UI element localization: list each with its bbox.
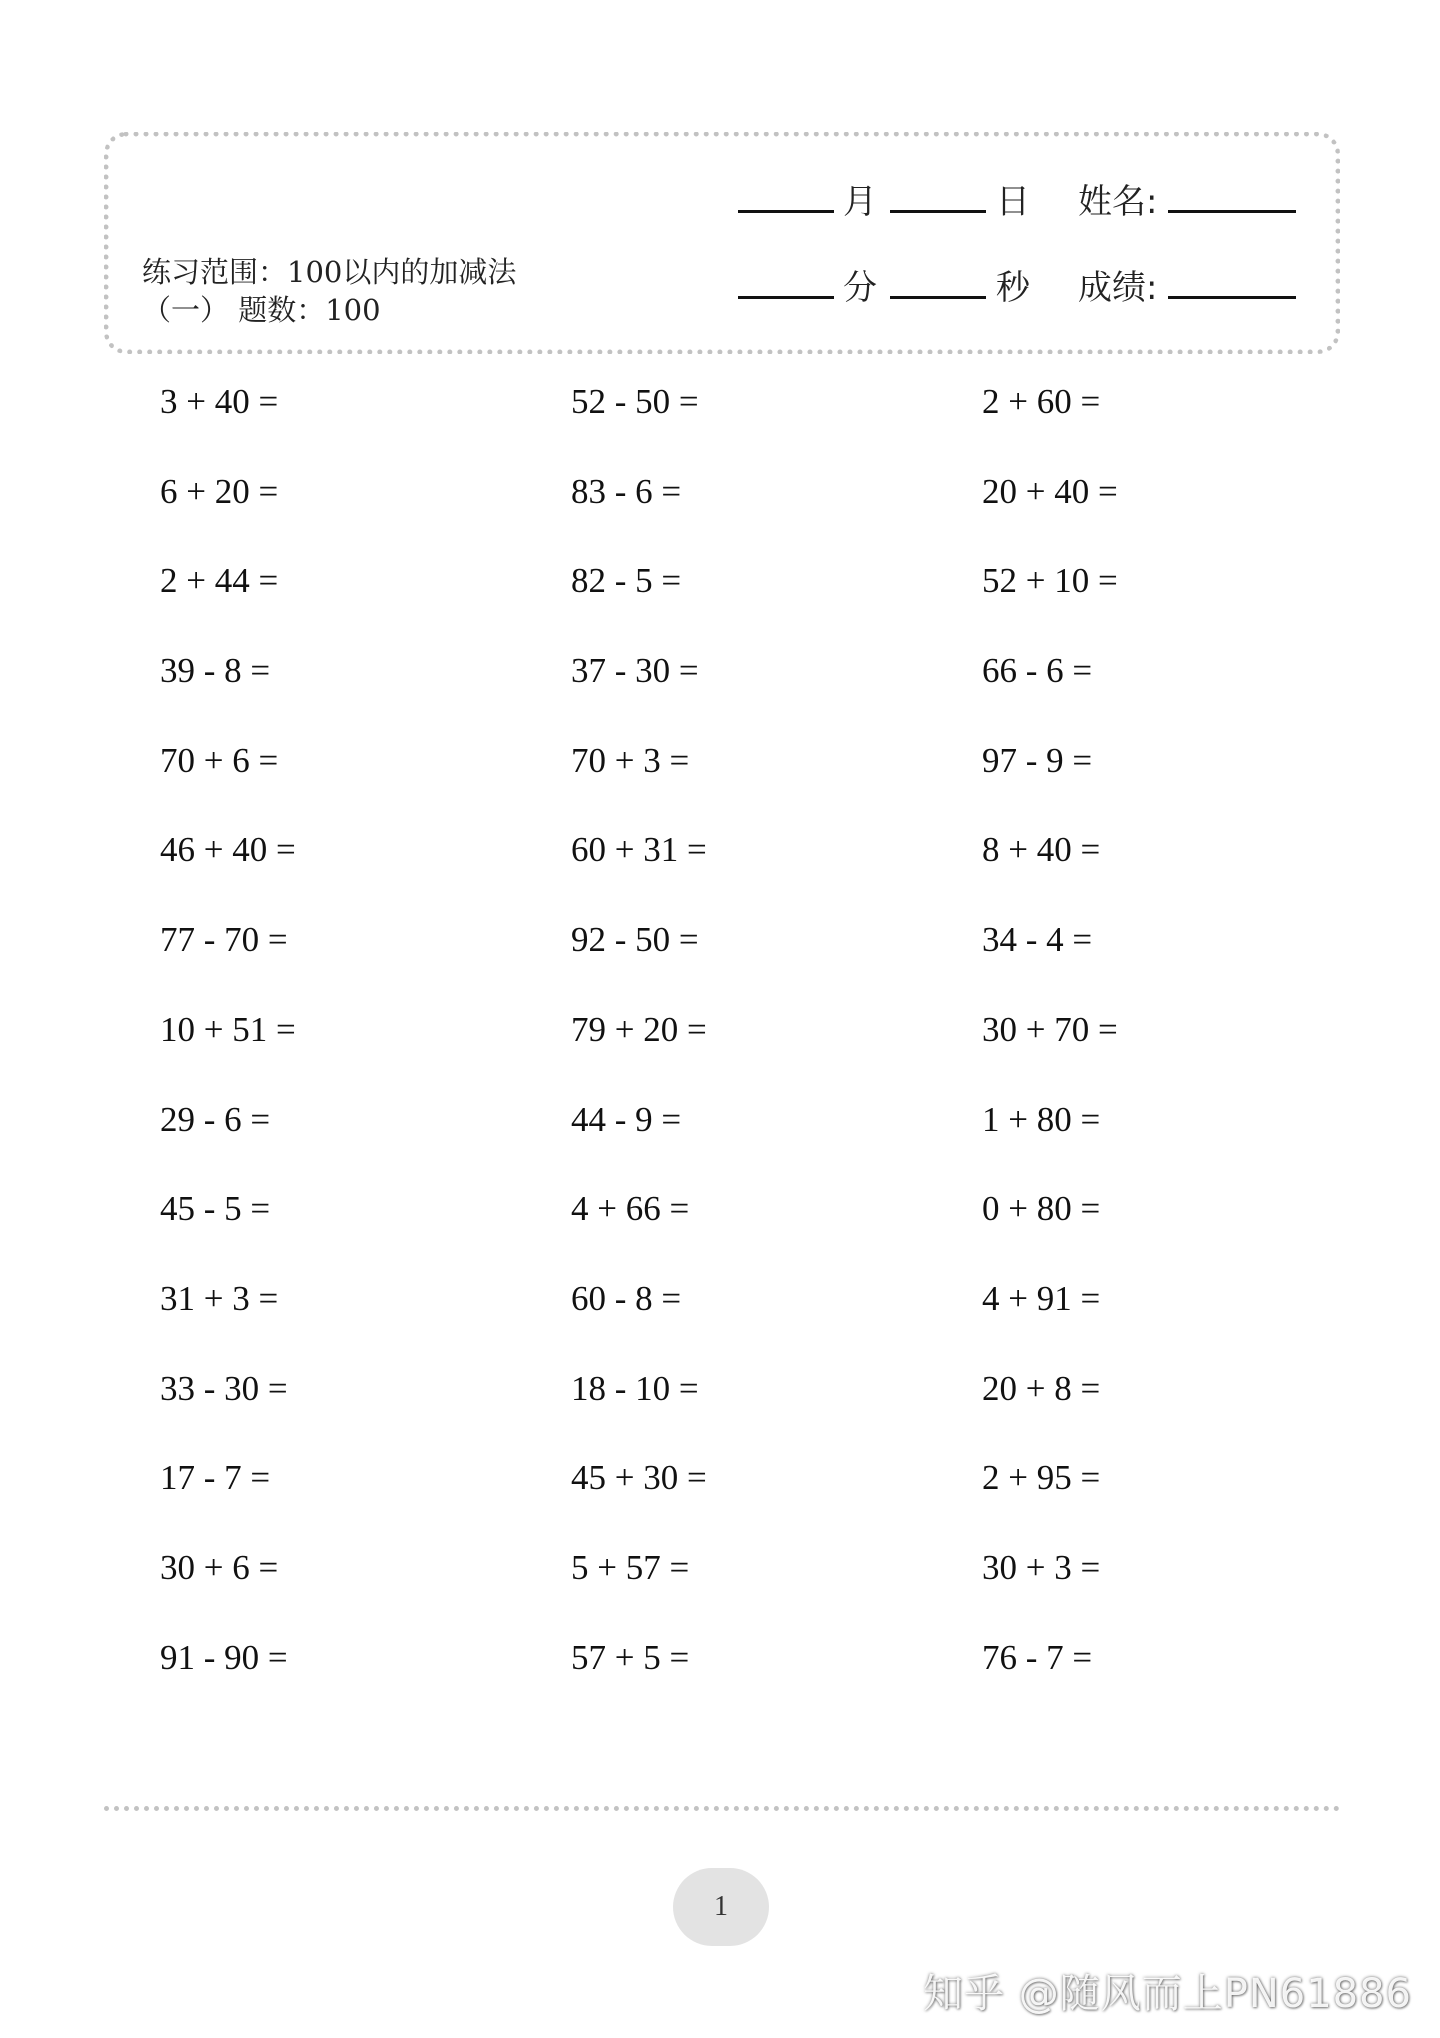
math-problem: 34 - 4 = <box>982 920 1093 960</box>
page-number-badge <box>673 1868 769 1946</box>
math-problem: 45 + 30 = <box>571 1458 707 1498</box>
math-problem: 39 - 8 = <box>160 651 271 691</box>
math-problem: 77 - 70 = <box>160 920 288 960</box>
math-problem: 3 + 40 = <box>160 382 279 421</box>
second-blank[interactable] <box>890 296 986 299</box>
minute-blank[interactable] <box>738 296 834 299</box>
math-problem: 10 + 51 = <box>160 1009 296 1049</box>
math-problem: 17 - 7 = <box>160 1458 271 1498</box>
math-problem: 0 + 80 = <box>982 1189 1101 1229</box>
month-label: 月 <box>843 182 877 222</box>
math-problem: 82 - 5 = <box>571 561 682 601</box>
math-problem: 30 + 3 = <box>982 1547 1101 1587</box>
math-problem: 2 + 60 = <box>982 382 1101 421</box>
math-problem: 30 + 6 = <box>160 1547 279 1587</box>
math-problem: 45 - 5 = <box>160 1189 271 1229</box>
second-label: 秒 <box>996 268 1030 308</box>
math-problem: 76 - 7 = <box>982 1637 1093 1677</box>
practice-range-line2: （一） 题数：100 <box>142 293 381 327</box>
math-problem: 97 - 9 = <box>982 740 1093 780</box>
math-problem: 6 + 20 = <box>160 471 279 511</box>
name-label: 姓名: <box>1078 182 1158 222</box>
score-blank[interactable] <box>1168 296 1296 299</box>
math-problem: 70 + 6 = <box>160 740 279 780</box>
math-problem: 1 + 80 = <box>982 1099 1101 1139</box>
page-number: 1 <box>714 1891 728 1922</box>
math-problem: 52 - 50 = <box>571 382 699 421</box>
minute-label: 分 <box>843 268 877 308</box>
math-problem: 60 - 8 = <box>571 1278 682 1318</box>
math-problem: 2 + 44 = <box>160 561 279 601</box>
time-score-row <box>0 258 1440 318</box>
footer-divider <box>104 1806 1340 1811</box>
watermark: 知乎 @随风而上PN61886 <box>922 1971 1412 2017</box>
math-problem: 57 + 5 = <box>571 1637 690 1677</box>
math-problem: 4 + 66 = <box>571 1189 690 1229</box>
math-problem: 4 + 91 = <box>982 1278 1101 1318</box>
math-problem: 31 + 3 = <box>160 1278 279 1318</box>
math-problem: 2 + 95 = <box>982 1458 1101 1498</box>
day-blank[interactable] <box>890 210 986 213</box>
practice-range-line1: 练习范围：100以内的加减法 <box>142 255 517 289</box>
math-problem: 46 + 40 = <box>160 830 296 870</box>
name-blank[interactable] <box>1168 210 1296 213</box>
score-label: 成绩: <box>1078 268 1158 308</box>
math-problem: 20 + 8 = <box>982 1368 1101 1408</box>
math-problem: 20 + 40 = <box>982 471 1118 511</box>
math-problem: 66 - 6 = <box>982 651 1093 691</box>
math-problem: 79 + 20 = <box>571 1009 707 1049</box>
math-problem: 52 + 10 = <box>982 561 1118 601</box>
math-problem: 91 - 90 = <box>160 1637 288 1677</box>
month-blank[interactable] <box>738 210 834 213</box>
math-problem: 44 - 9 = <box>571 1099 682 1139</box>
math-problem: 70 + 3 = <box>571 740 690 780</box>
math-problem: 83 - 6 = <box>571 471 682 511</box>
math-problem: 33 - 30 = <box>160 1368 288 1408</box>
math-problem: 5 + 57 = <box>571 1547 690 1587</box>
math-problem: 30 + 70 = <box>982 1009 1118 1049</box>
math-problem: 60 + 31 = <box>571 830 707 870</box>
date-name-row <box>0 172 1440 232</box>
math-problem: 29 - 6 = <box>160 1099 271 1139</box>
problem-grid <box>160 372 1393 1717</box>
math-problem: 92 - 50 = <box>571 920 699 960</box>
math-problem: 18 - 10 = <box>571 1368 699 1408</box>
math-problem: 37 - 30 = <box>571 651 699 691</box>
day-label: 日 <box>996 182 1030 222</box>
math-problem: 8 + 40 = <box>982 830 1101 870</box>
